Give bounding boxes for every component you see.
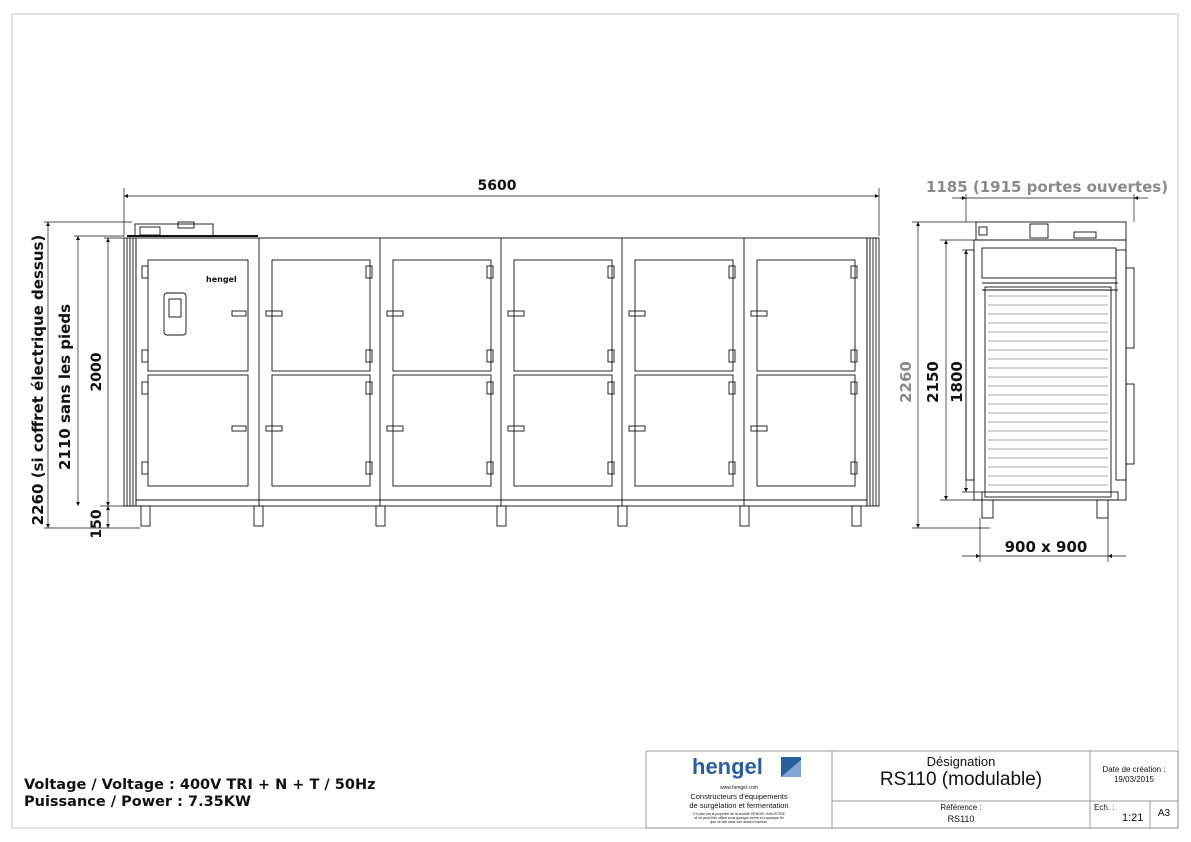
legal-notice-3: que ce soit sans son accord express. [710, 820, 768, 824]
module-6 [751, 260, 857, 486]
designation-label: Désignation [926, 754, 996, 769]
reference-label: Référence : [940, 803, 982, 812]
module-4 [508, 260, 614, 486]
dim-footprint: 900 x 900 [1004, 538, 1088, 556]
dim-depth-1185: 1185 (1915 portes ouvertes) [925, 178, 1169, 196]
legal-notice-1: Ce plan est la propriété de la société HENGEL INDUSTRIE [693, 812, 785, 816]
company-line-2: de surgélation et fermentation [689, 801, 789, 810]
dim-side-2150: 2150 [924, 361, 942, 403]
feet [141, 506, 861, 526]
date-label: Date de création : [1102, 765, 1166, 774]
scale-value: 1:21 [1122, 812, 1144, 824]
paper-format: A3 [1157, 808, 1171, 819]
dim-width-5600: 5600 [477, 178, 517, 194]
reference-value: RS110 [947, 814, 975, 824]
front-view [124, 222, 879, 526]
side-view [966, 222, 1134, 518]
module-3 [387, 260, 493, 486]
power-spec: Puissance / Power : 7.35KW [24, 794, 251, 810]
dim-height-2260-note: 2260 (si coffret électrique dessus) [29, 234, 47, 526]
dim-side-2260: 2260 [897, 361, 915, 403]
module-5 [629, 260, 735, 486]
voltage-spec: Voltage / Voltage : 400V TRI + N + T / 50Hz [24, 777, 376, 793]
dim-height-2000: 2000 [89, 352, 105, 392]
module-1 [142, 260, 248, 486]
hengel-logo-mark [781, 757, 801, 777]
dim-feet-150: 150 [89, 509, 105, 539]
designation-value: RS110 (modulable) [879, 769, 1043, 790]
hengel-logo: hengel [692, 754, 763, 779]
dim-height-2110-note: 2110 sans les pieds [56, 303, 74, 471]
door-bottom [148, 375, 248, 486]
date-value: 19/03/2015 [1113, 775, 1155, 784]
dim-side-1800: 1800 [948, 361, 966, 403]
front-dimensions [44, 188, 879, 528]
legal-notice-2: et ne peut être utilisé sous quelque forme et à quelque fin [694, 816, 784, 820]
sheet-border [12, 14, 1178, 828]
company-website: www.hengel.com [720, 785, 758, 791]
scale-label: Ech. : [1094, 803, 1115, 812]
electrical-box [135, 224, 213, 236]
side-shelves [988, 296, 1108, 485]
module-2 [266, 260, 372, 486]
company-line-1: Constructeurs d'équipements [690, 792, 788, 801]
brand-plate: hengel [206, 275, 237, 284]
side-top-unit [976, 222, 1126, 240]
side-body [974, 240, 1126, 500]
